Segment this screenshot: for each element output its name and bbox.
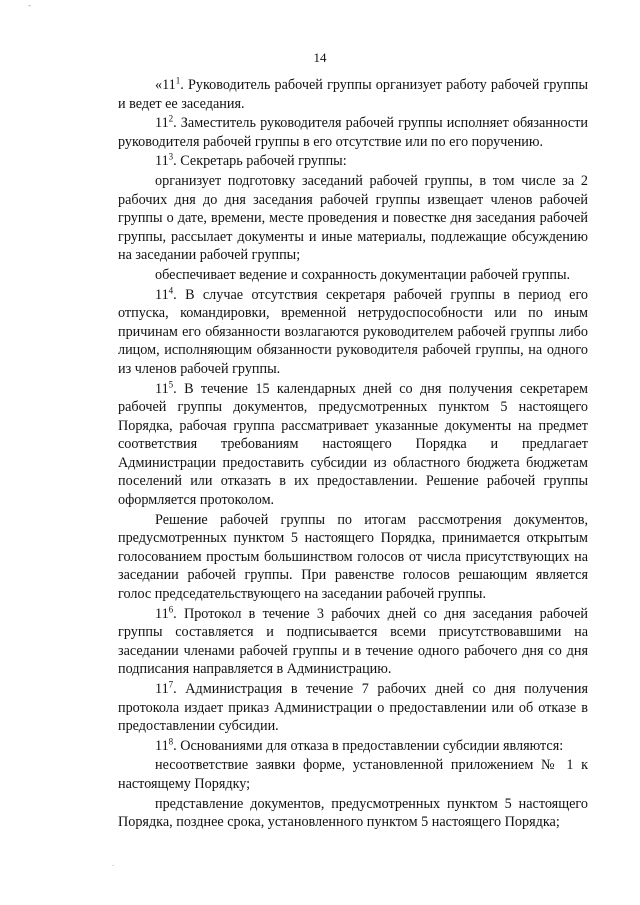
paragraph-secretary-duty-1 (118, 172, 588, 265)
paragraph-text: представление документов, предусмотренных пунктом 5 настоящего Порядка, позднее срока, установленного пунктом 5 настоящего Порядка; (118, 795, 588, 831)
paragraph-text: . Протокол в течение 3 рабочих дней со дня заседания рабочей группы составляется и подписывается всеми присутствовавшими на заседании членами рабочей группы и в течение одного рабочего дня со дня подписания направляется в Администрацию. (118, 605, 588, 678)
paragraph-text: несоответствие заявки форме, установленной приложением № 1 к настоящему Порядку; (118, 757, 588, 792)
clause-number: 11 (155, 737, 169, 754)
paragraph-text: . В случае отсутствия секретаря рабочей группы в период его отпуска, командировки, временной нетрудоспособности или по иным причинам его обязанности возлагаются руководителем рабочей группы либо лицом, исполняющим обязанности руководителя рабочей группы, на одного из членов рабочей группы. (118, 286, 588, 377)
paragraph-11-2 (118, 114, 588, 151)
scan-edge-mark: . (112, 858, 115, 868)
paragraph-text: . Администрация в течение 7 рабочих дней со дня получения протокола издает приказ Администрации о предоставлении или об отказе в предоставлении субсидии. (118, 681, 588, 735)
paragraph-text: Решение рабочей группы по итогам рассмотрения документов, предусмотренных пунктом 5 настоящего Порядка, принимается открытым голосованием простым большинством голосов от числа присутствующих на заседании рабочей группы. При равенстве голосов решающим является голос председательствующего на заседании рабочей группы. (118, 511, 588, 603)
paragraph-text: . Заместитель руководителя рабочей группы исполняет обязанности руководителя рабочей группы в его отсутствие или по его поручению. (118, 115, 588, 150)
clause-number: 11 (155, 286, 169, 303)
clause-number: «11 (155, 77, 176, 93)
paragraph-text: . Руководитель рабочей группы организует работу рабочей группы и ведет ее заседания. (118, 77, 588, 112)
paragraph-decision (118, 511, 588, 604)
paragraph-secretary-duty-2 (118, 266, 588, 285)
paragraph-11-7 (118, 680, 588, 736)
clause-number: 11 (155, 115, 169, 132)
paragraph-11-8 (118, 737, 588, 756)
clause-superscript: 2 (168, 113, 174, 124)
document-body (118, 76, 588, 833)
paragraph-text: . В течение 15 календарных дней со дня получения секретарем рабочей группы документов, предусмотренных пунктом 5 настоящего Порядка, рабочая группа рассматривает указанные документы на предмет соответствия требованиям настоящего Порядка и предлагает Администрации предоставить субсидии из областного бюджета бюджетам поселений или отказать в их предоставлении. Решение рабочей группы оформляется протоколом. (118, 380, 588, 509)
clause-superscript: 5 (168, 378, 174, 389)
clause-superscript: 8 (168, 736, 174, 747)
clause-number: 11 (155, 605, 169, 622)
paragraph-text: организует подготовку заседаний рабочей группы, в том числе за 2 рабочих дня до дня заседания рабочей группы извещает членов рабочей группы о дате, времени, месте проведения и повестке дня заседания рабочей группы, рассылает документы и иные материалы, подлежащие обсуждению на заседании рабочей группы; (118, 172, 588, 264)
scan-corner-mark: - (28, 0, 31, 10)
paragraph-11-3 (118, 152, 588, 171)
clause-superscript: 6 (168, 603, 174, 614)
paragraph-text: обеспечивает ведение и сохранность документации рабочей группы. (155, 266, 571, 283)
clause-superscript: 1 (175, 75, 181, 86)
paragraph-11-5 (118, 380, 588, 510)
paragraph-text: . Секретарь рабочей группы: (173, 153, 347, 170)
paragraph-refusal-ground-1 (118, 756, 588, 793)
clause-superscript: 4 (168, 284, 174, 295)
paragraph-11-6 (118, 605, 588, 679)
paragraph-text: . Основаниями для отказа в предоставлении субсидии являются: (173, 737, 564, 754)
clause-superscript: 7 (168, 679, 174, 690)
clause-superscript: 3 (168, 151, 174, 162)
page-number: 14 (313, 50, 327, 65)
paragraph-refusal-ground-2 (118, 795, 588, 832)
paragraph-11-4 (118, 286, 588, 379)
clause-number: 11 (155, 380, 169, 397)
clause-number: 11 (155, 681, 169, 697)
clause-number: 11 (155, 153, 169, 170)
paragraph-11-1 (118, 76, 588, 113)
